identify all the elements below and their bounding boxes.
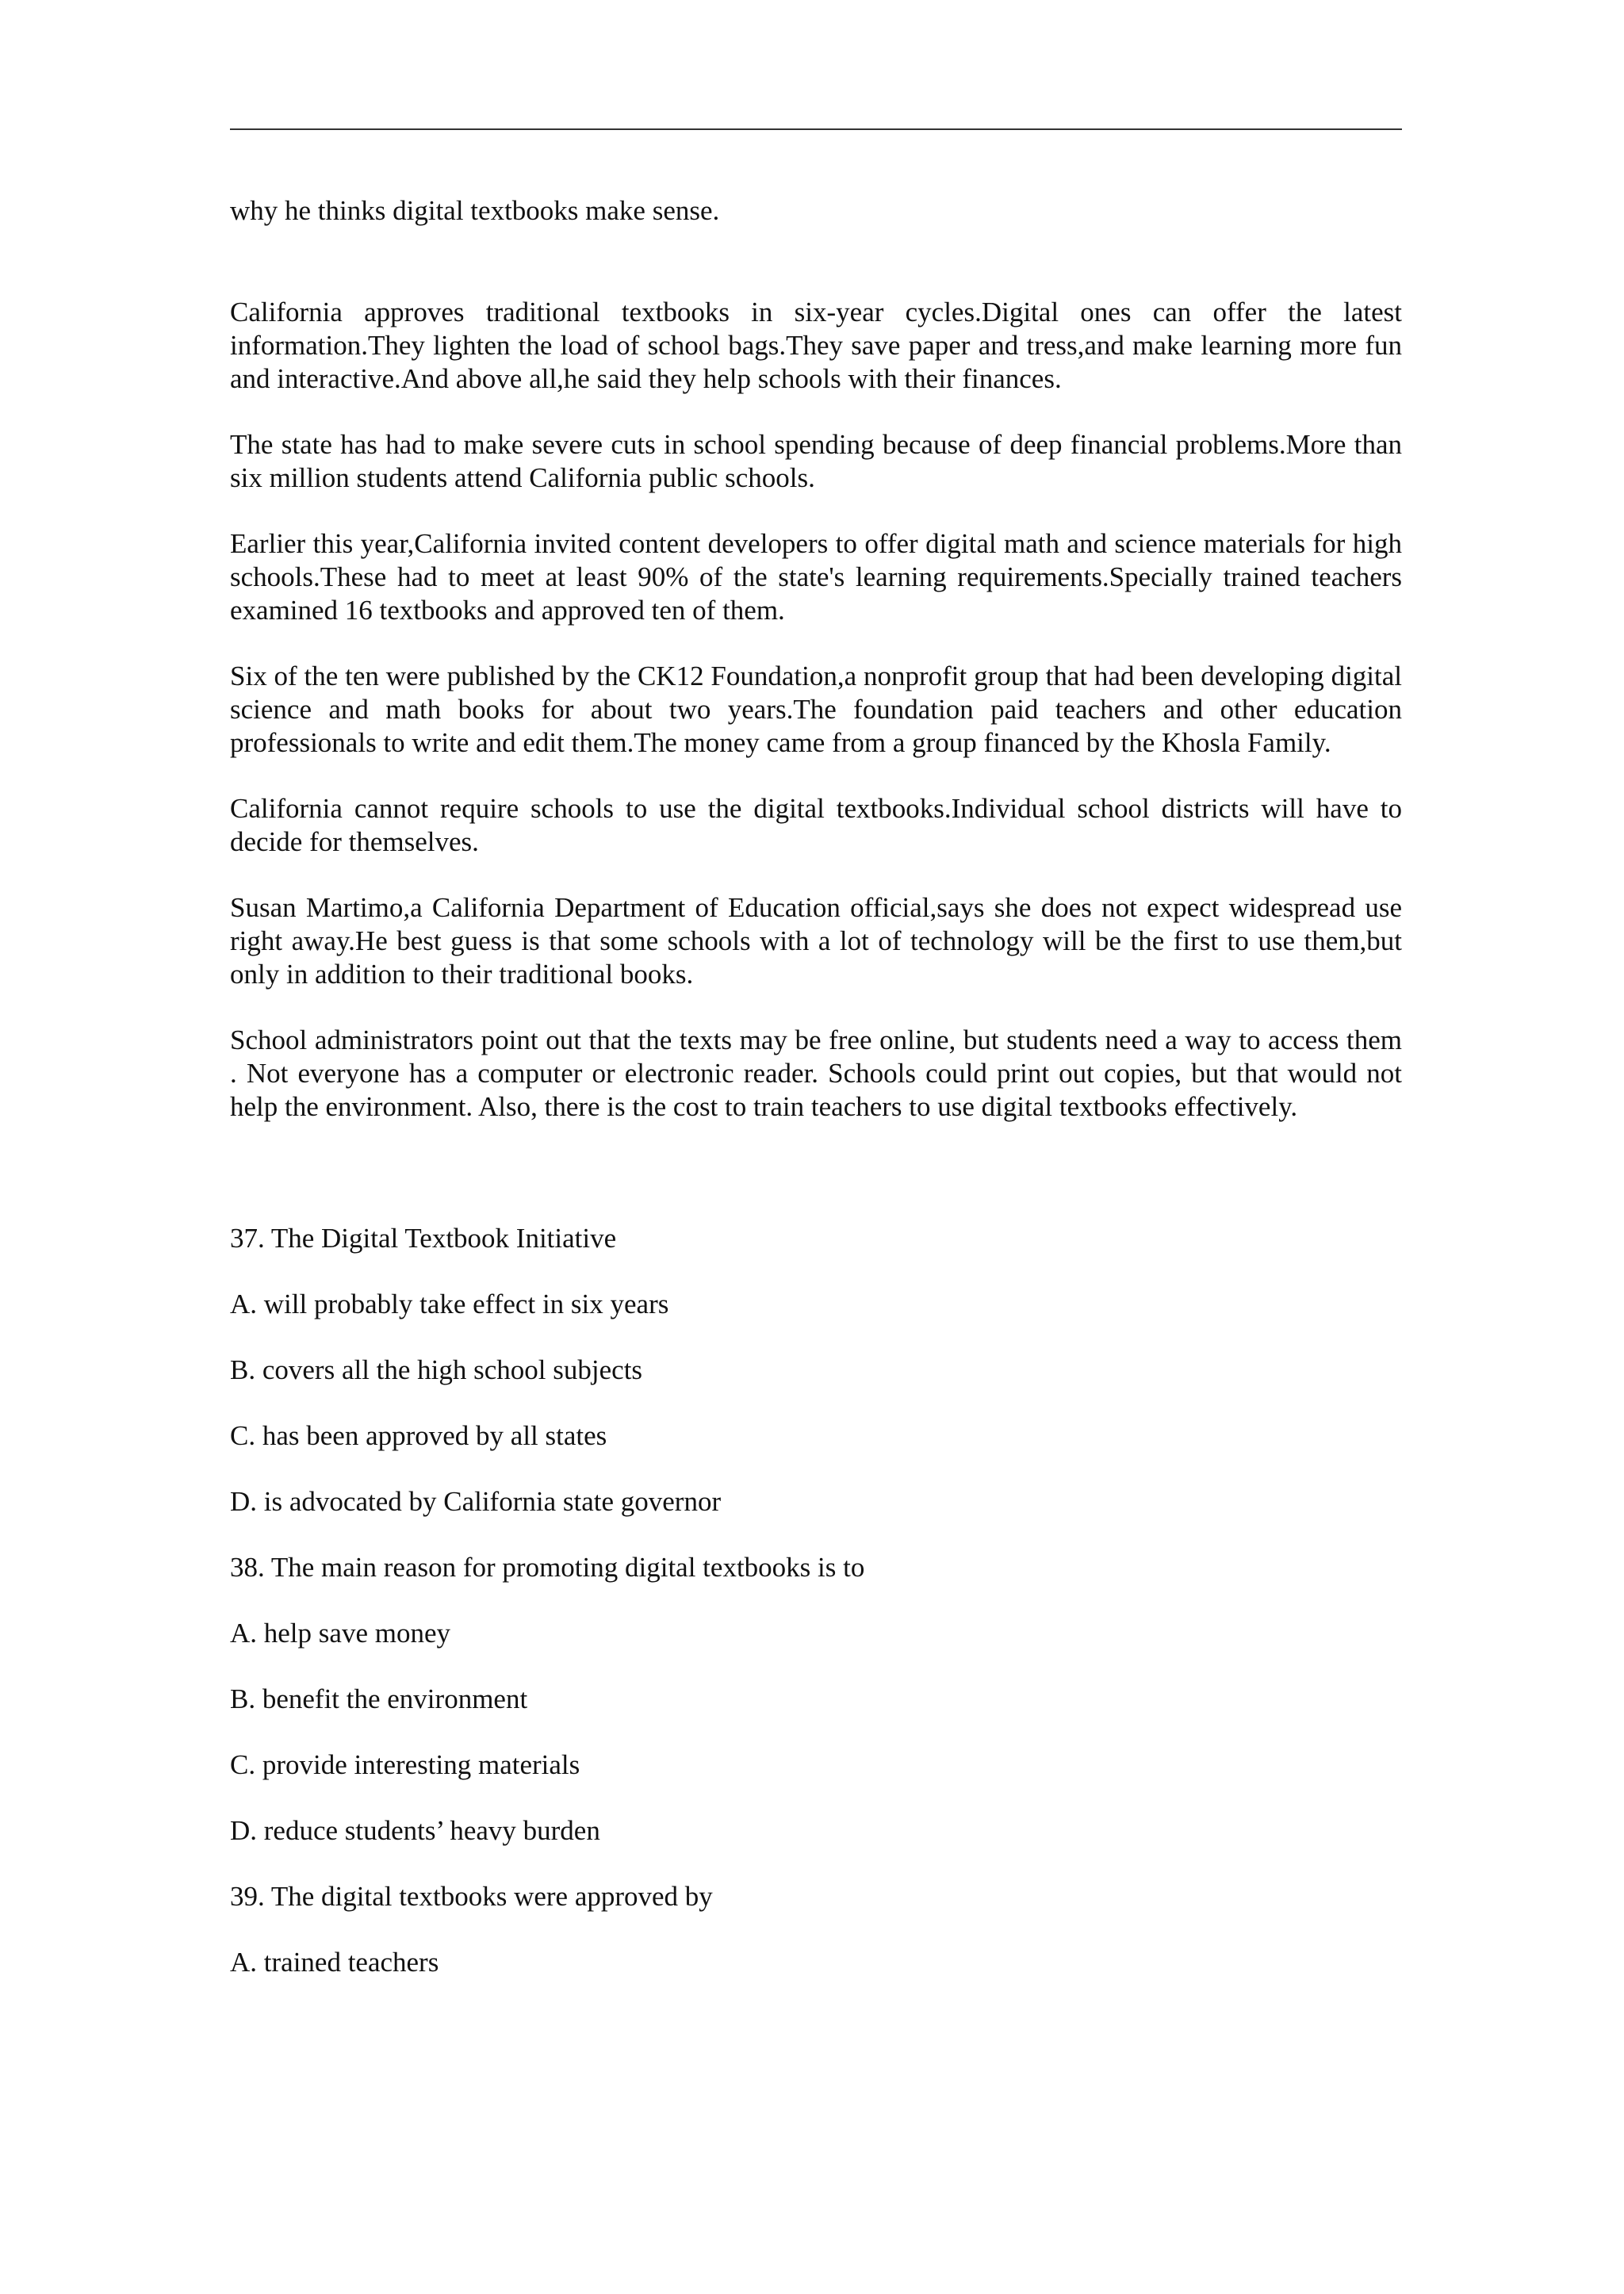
passage-paragraph: School administrators point out that the texts may be free online, but students need a way to access them . Not everyone has a computer or electronic reader. Schools could print out copies, but that would not help the environment. Also, there is the cost to train teachers to use digital textbooks effectively. — [230, 1024, 1402, 1122]
question-39 — [230, 1880, 1402, 1979]
question-38 — [230, 1551, 1402, 1848]
answer-option: B. covers all the high school subjects — [230, 1354, 643, 1385]
question-stem: 37. The Digital Textbook Initiative — [230, 1223, 617, 1254]
header-rule — [230, 128, 1402, 130]
passage-paragraph: Earlier this year,California invited content developers to offer digital math and science materials for high schools.These had to meet at least 90% of the state's learning requirements.Specially trained teachers examined 16 textbooks and approved ten of them. — [230, 528, 1402, 626]
answer-option: C. has been approved by all states — [230, 1420, 607, 1451]
answer-option: C. provide interesting materials — [230, 1749, 580, 1780]
passage-paragraph: Susan Martimo,a California Department of Education official,says she does not expect widespread use right away.He best guess is that some schools with a lot of technology will be the first to use them,but only in addition to their traditional books. — [230, 892, 1402, 990]
answer-option: D. reduce students’ heavy burden — [230, 1815, 600, 1846]
passage-paragraph: California approves traditional textbooks in six-year cycles.Digital ones can offer the latest information.They lighten the load of school bags.They save paper and tress,and make learning more fun and interactive.And above all,he said they help schools with their finances. — [230, 297, 1402, 394]
page-content — [230, 194, 1402, 2012]
passage-paragraph: The state has had to make severe cuts in school spending because of deep financial problems.More than six million students attend California public schools. — [230, 429, 1402, 493]
passage-paragraph: California cannot require schools to use the digital textbooks.Individual school districts will have to decide for themselves. — [230, 793, 1402, 857]
answer-option: D. is advocated by California state governor — [230, 1486, 722, 1517]
answer-option: A. will probably take effect in six years — [230, 1289, 669, 1319]
answer-option: A. trained teachers — [230, 1947, 439, 1978]
passage-lead-in: why he thinks digital textbooks make sense. — [230, 195, 720, 226]
answer-option: A. help save money — [230, 1618, 450, 1649]
question-stem: 38. The main reason for promoting digital textbooks is to — [230, 1552, 865, 1583]
passage-paragraph: Six of the ten were published by the CK12 Foundation,a nonprofit group that had been developing digital science and math books for about two years.The foundation paid teachers and other education professionals to write and edit them.The money came from a group financed by the Khosla Family. — [230, 661, 1402, 758]
question-stem: 39. The digital textbooks were approved by — [230, 1881, 713, 1912]
question-37 — [230, 1222, 1402, 1518]
answer-option: B. benefit the environment — [230, 1683, 528, 1714]
